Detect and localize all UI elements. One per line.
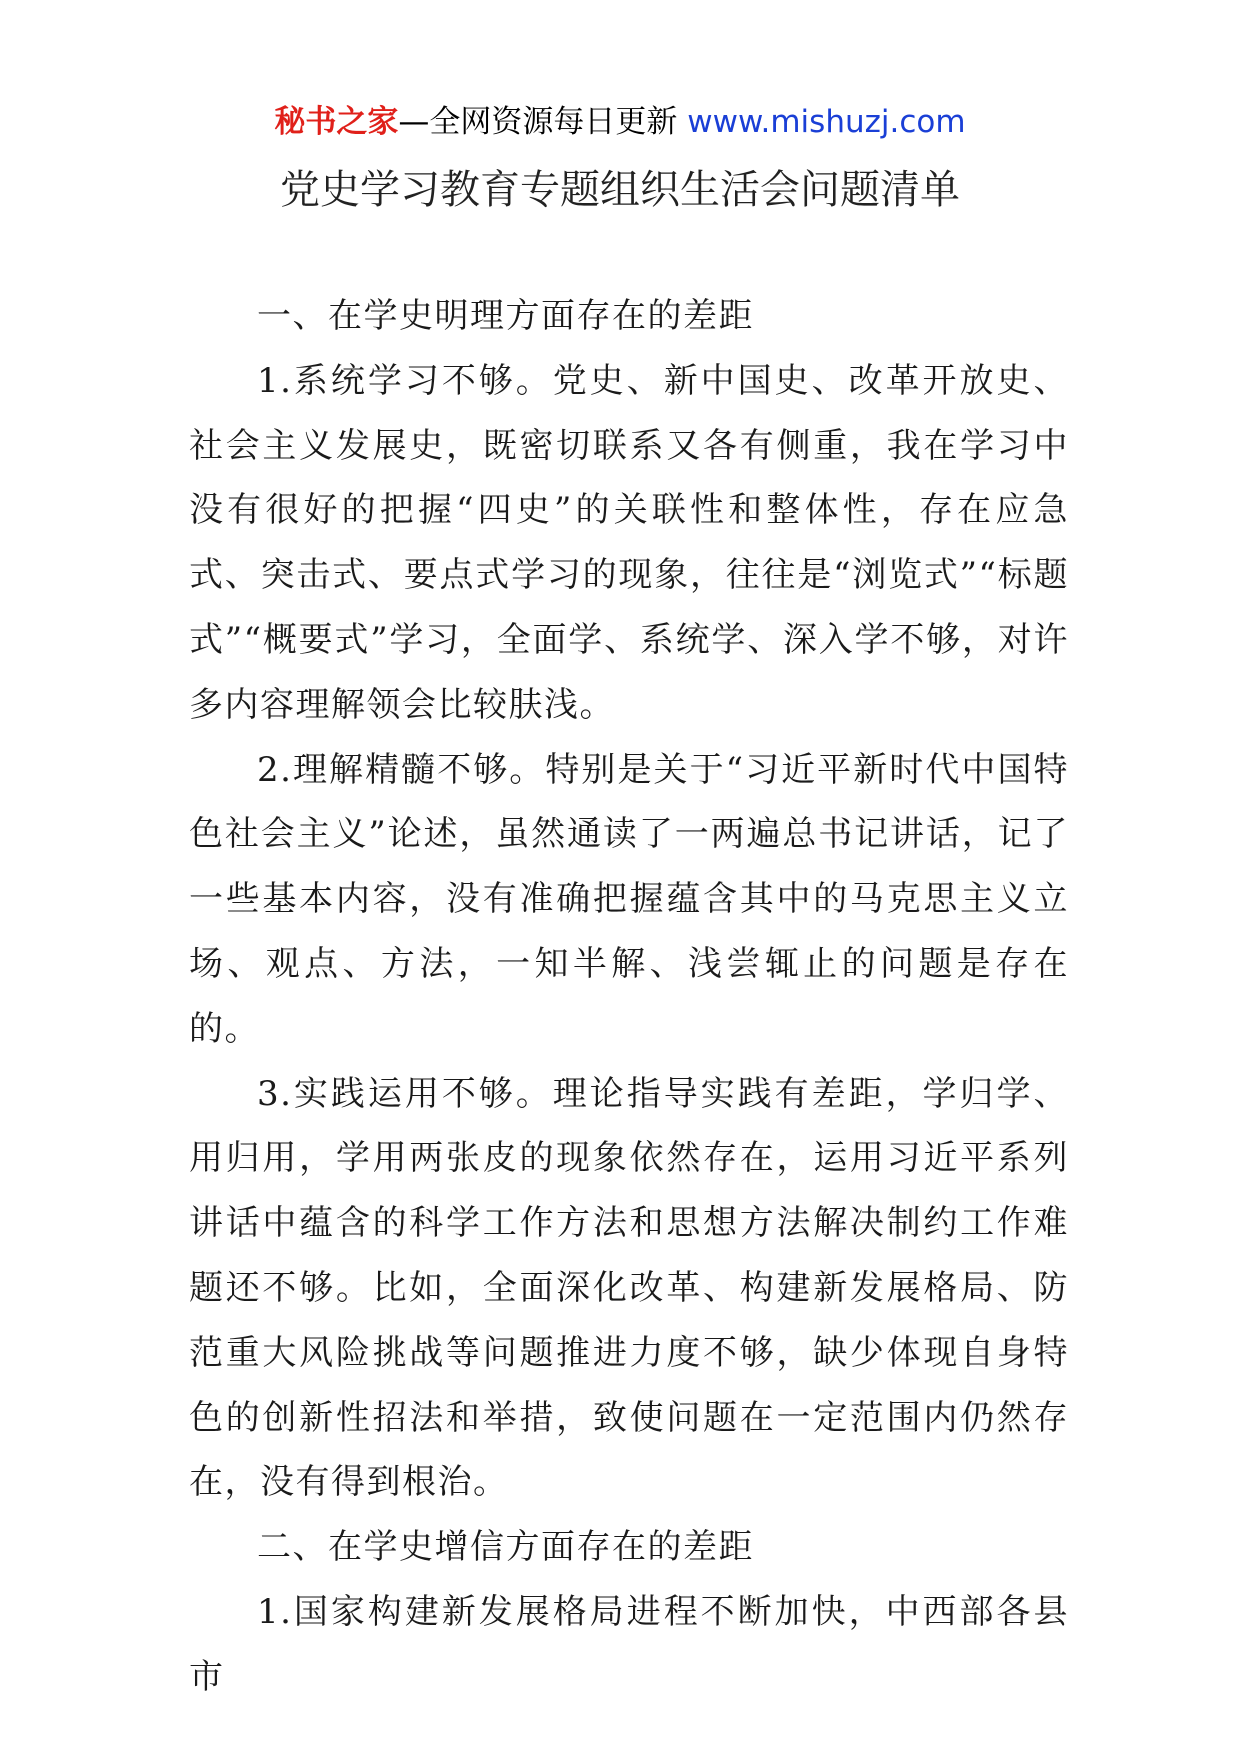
- site-header: [0, 98, 1240, 146]
- header-tagline: —全网资源每日更新: [398, 104, 688, 140]
- paragraph-1-3: 3.实践运用不够。理论指导实践有差距，学归学、用归用，学用两张皮的现象依然存在，运用习近平系列讲话中蕴含的科学工作方法和思想方法解决制约工作难题还不够。比如，全面深化改革、构建新发展格局、防范重大风险挑战等问题推进力度不够，缺少体现自身特色的创新性招法和举措，致使问题在一定范围内仍然存在，没有得到根治。: [189, 1073, 1069, 1503]
- brand-name: 秘书之家: [274, 104, 399, 140]
- document-body: [189, 284, 1069, 1710]
- paragraph-1-2: 2.理解精髓不够。特别是关于“习近平新时代中国特色社会主义”论述，虽然通读了一两遍总书记讲话，记了一些基本内容，没有准确把握蕴含其中的马克思主义立场、观点、方法，一知半解、浅尝辄止的问题是存在的。: [189, 749, 1069, 1049]
- site-url-link[interactable]: www.mishuzj.com: [687, 104, 966, 140]
- paragraph-2-1: 1.国家构建新发展格局进程不断加快，中西部各县市: [189, 1591, 1069, 1697]
- paragraph-1-1: 1.系统学习不够。党史、新中国史、改革开放史、社会主义发展史，既密切联系又各有侧重，我在学习中没有很好的把握“四史”的关联性和整体性，存在应急式、突击式、要点式学习的现象，往往是“浏览式”“标题式”“概要式”学习，全面学、系统学、深入学不够，对许多内容理解领会比较肤浅。: [189, 360, 1069, 725]
- section-heading-1: 一、在学史明理方面存在的差距: [257, 296, 754, 336]
- document-title: 党史学习教育专题组织生活会问题清单: [280, 167, 960, 213]
- section-heading-2: 二、在学史增信方面存在的差距: [257, 1527, 754, 1568]
